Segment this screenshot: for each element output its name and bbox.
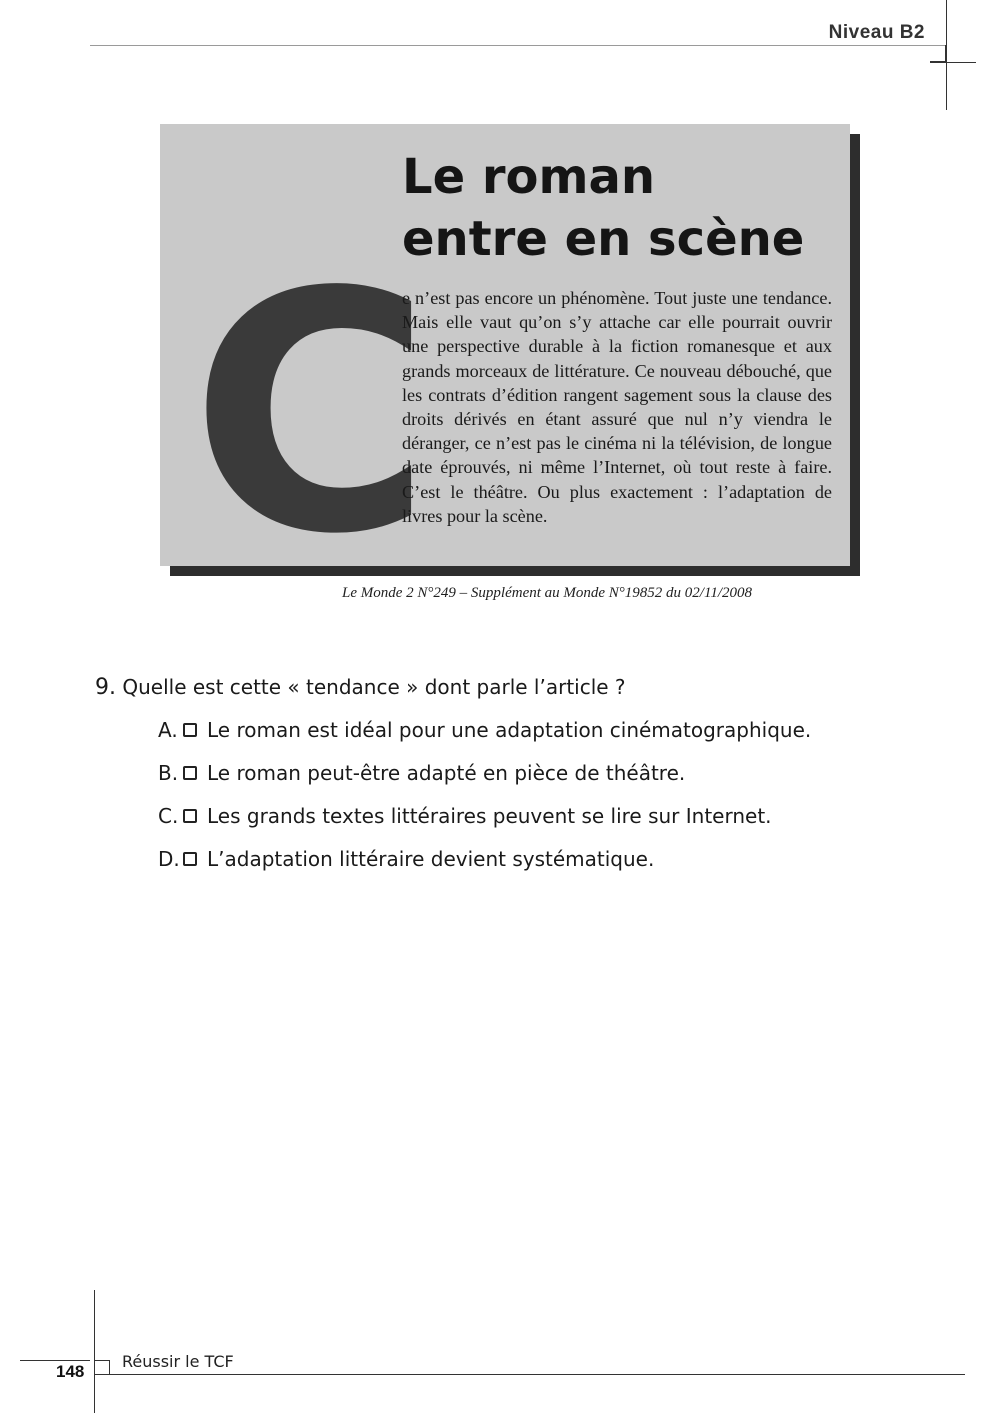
question-text: Quelle est cette « tendance » dont parle l’article ?: [122, 675, 626, 699]
checkbox-b[interactable]: [183, 766, 197, 780]
option-b[interactable]: [158, 761, 811, 804]
footer-left-rule: [20, 1360, 90, 1361]
option-letter: D.: [158, 847, 180, 871]
checkbox-a[interactable]: [183, 723, 197, 737]
option-a[interactable]: [158, 718, 811, 761]
header-rule: [90, 45, 945, 46]
footer-corner-mark: [94, 1360, 110, 1375]
level-label: Niveau B2: [828, 22, 925, 43]
article-title: [402, 146, 804, 270]
footer-rule: [110, 1374, 965, 1375]
option-text: Le roman peut-être adapté en pièce de théâtre.: [207, 761, 686, 785]
checkbox-c[interactable]: [183, 809, 197, 823]
book-title: Réussir le TCF: [122, 1352, 234, 1371]
header-corner-mark: [930, 45, 946, 62]
page-number: 148: [56, 1362, 85, 1381]
question: [95, 675, 626, 700]
option-c[interactable]: [158, 804, 811, 847]
article-title-line2: entre en scène: [402, 211, 805, 267]
drop-cap: C: [190, 222, 433, 606]
option-d[interactable]: [158, 847, 811, 890]
footer-crop-mark: [94, 1290, 95, 1413]
crop-mark-vertical: [946, 0, 947, 110]
answer-options: [158, 718, 811, 890]
option-text: Le roman est idéal pour une adaptation cinématographique.: [207, 718, 812, 742]
article-body: e n’est pas encore un phénomène. Tout juste une tendance. Mais elle vaut qu’on s’y attache car elle pourrait ouvrir une perspective durable à la fiction romanesque et aux grands morceaux de littérature. Ce nouveau débouché, que les contrats d’édition rangent sagement sous la clause des droits dérivés en étant assuré que nul n’y viendra le déranger, ce n’est pas le cinéma ni la télévision, de longue date éprouvés, ni même l’Internet, où tout reste à faire. C’est le théâtre. Ou plus exactement : l’adaptation de livres pour la scène.: [402, 288, 832, 526]
option-letter: B.: [158, 761, 179, 785]
option-text: Les grands textes littéraires peuvent se lire sur Internet.: [207, 804, 772, 828]
checkbox-d[interactable]: [183, 852, 197, 866]
crop-mark-horizontal: [930, 62, 976, 63]
option-letter: A.: [158, 718, 178, 742]
option-letter: C.: [158, 804, 179, 828]
question-number: 9.: [95, 675, 116, 700]
article-source: Le Monde 2 N°249 – Supplément au Monde N°19852 du 02/11/2008: [342, 585, 753, 601]
option-text: L’adaptation littéraire devient systématique.: [207, 847, 655, 871]
article-title-line1: Le roman: [402, 149, 656, 205]
